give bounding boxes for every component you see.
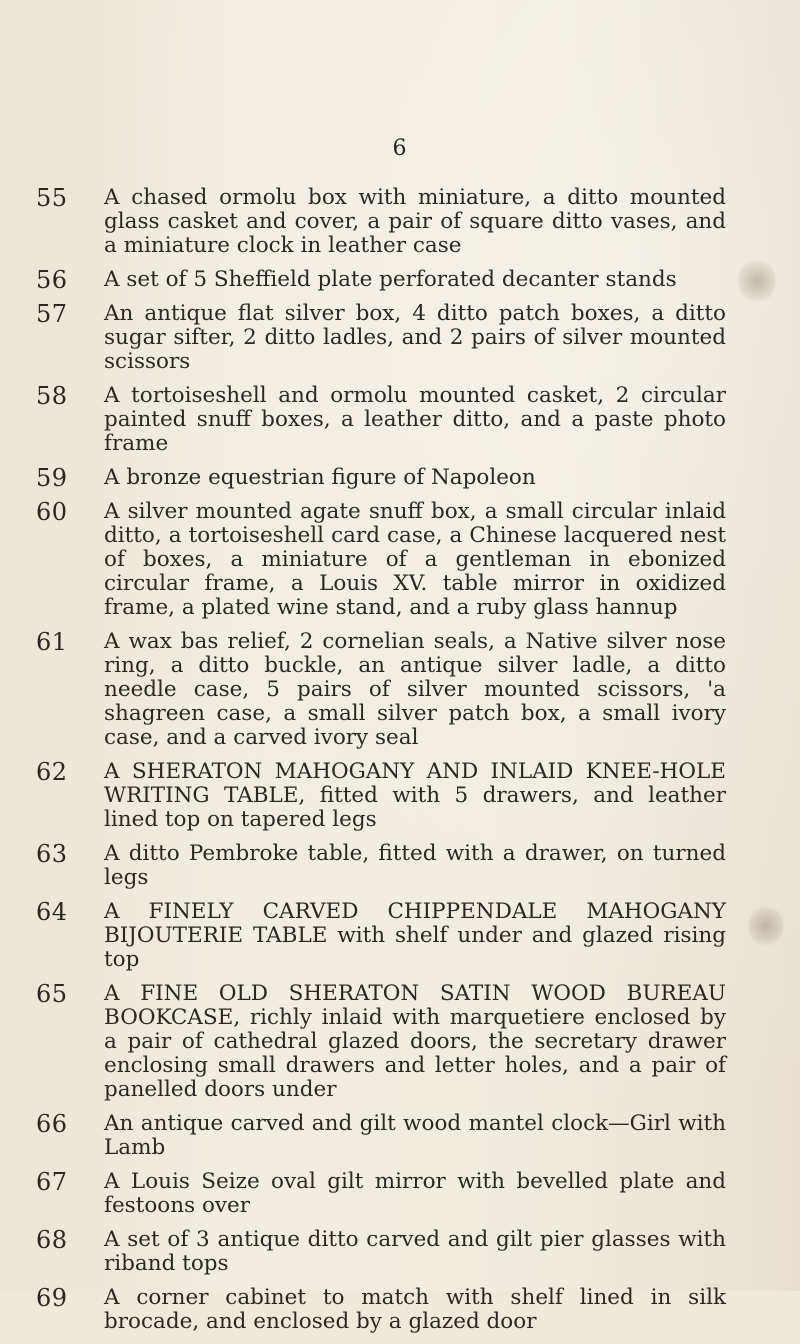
paper-stain [738,258,776,304]
lot-entry [36,1112,726,1160]
lot-description: A SHERATON MAHOGANY AND INLAID KNEE-HOLE WRITING TABLE, fitted with 5 drawers, and leather lined top on tapered legs [104,759,726,832]
lot-description: A silver mounted agate snuff box, a small circular inlaid ditto, a tortoiseshell card case, a Chinese lacquered nest of boxes, a miniature of a gentleman in ebonized circular frame, a Louis XV. table mirror in oxidized frame, a plated wine stand, and a ruby glass hannup [104,499,726,620]
lot-entry [36,268,726,292]
lot-entry [36,760,726,832]
lot-description: A chased ormolu box with miniature, a ditto mounted glass casket and cover, a pair of square ditto vases, and a miniature clock in leather case [104,185,726,258]
lot-number: 62 [36,758,68,786]
lot-number: 67 [36,1168,68,1196]
lot-number: 60 [36,498,68,526]
lot-number: 57 [36,300,68,328]
lot-description: A Louis Seize oval gilt mirror with bevelled plate and festoons over [104,1169,726,1218]
lot-entry [36,302,726,374]
lot-description: A ditto Pembroke table, fitted with a drawer, on turned legs [104,841,726,890]
lot-description: A tortoiseshell and ormolu mounted casket, 2 circular painted snuff boxes, a leather ditto, and a paste photo frame [104,383,726,456]
lot-entry [36,1286,726,1334]
lot-entry [36,466,726,490]
lot-entry [36,186,726,258]
lot-description: An antique carved and gilt wood mantel clock—Girl with Lamb [104,1111,726,1160]
lot-description: An antique flat silver box, 4 ditto patch boxes, a ditto sugar sifter, 2 ditto ladles, and 2 pairs of silver mounted scissors [104,301,726,374]
lot-description: A set of 5 Sheffield plate perforated decanter stands [104,267,677,292]
lot-number: 66 [36,1110,68,1138]
lot-entry [36,1170,726,1218]
lot-description: A FINELY CARVED CHIPPENDALE MAHOGANY BIJOUTERIE TABLE with shelf under and glazed rising top [104,899,726,972]
lot-number: 69 [36,1284,68,1312]
lot-number: 56 [36,266,68,294]
lot-description: A set of 3 antique ditto carved and gilt pier glasses with riband tops [104,1227,726,1276]
lot-entry [36,500,726,620]
lot-entry [36,900,726,972]
lot-number: 59 [36,464,68,492]
lot-number: 68 [36,1226,68,1254]
lot-entry [36,384,726,456]
lot-description: A bronze equestrian figure of Napoleon [104,465,536,490]
lot-description: A wax bas relief, 2 cornelian seals, a Native silver nose ring, a ditto buckle, an antique silver ladle, a ditto needle case, 5 pairs of silver mounted scissors, 'a shagreen case, a small silver patch box, a small ivory case, and a carved ivory seal [104,629,726,750]
lot-list [36,186,726,1344]
lot-entry [36,630,726,750]
lot-number: 55 [36,184,68,212]
lot-number: 58 [36,382,68,410]
paper-stain [748,905,784,947]
lot-description: A corner cabinet to match with shelf lined in silk brocade, and enclosed by a glazed door [104,1285,726,1334]
lot-entry [36,1228,726,1276]
page-number: 6 [392,136,408,161]
lot-description: A FINE OLD SHERATON SATIN WOOD BUREAU BOOKCASE, richly inlaid with marquetiere enclosed by a pair of cathedral glazed doors, the secretary drawer enclosing small drawers and letter holes, and a pair of panelled doors under [104,981,726,1102]
lot-entry [36,842,726,890]
lot-number: 64 [36,898,68,926]
lot-number: 61 [36,628,68,656]
lot-entry [36,982,726,1102]
lot-number: 65 [36,980,68,1008]
lot-number: 63 [36,840,68,868]
